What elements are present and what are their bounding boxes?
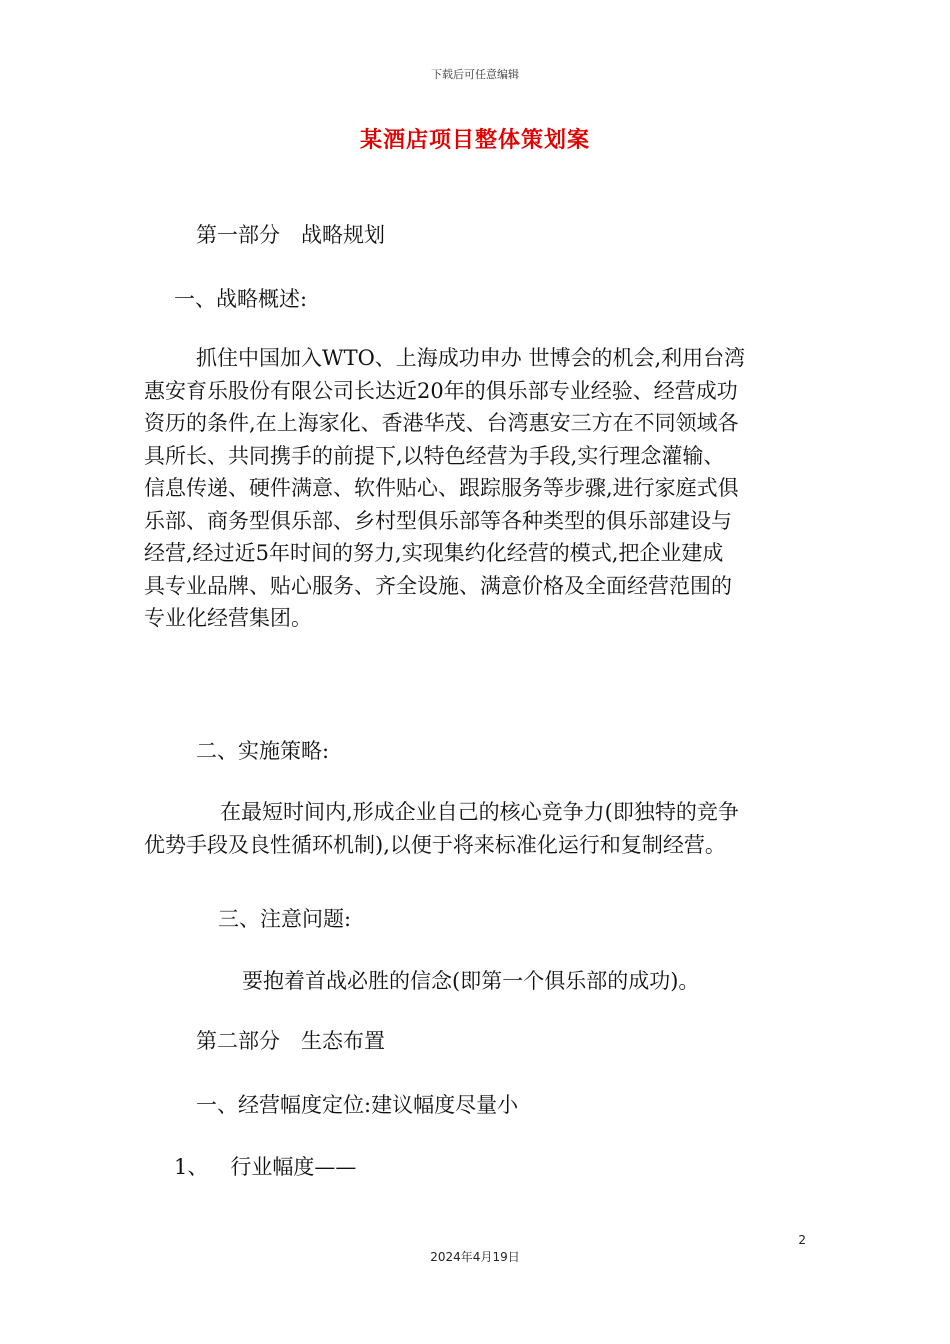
paragraph-line: 经营,经过近5年时间的努力,实现集约化经营的模式,把企业建成 xyxy=(144,541,724,565)
paragraph-line: 信息传递、硬件满意、软件贴心、跟踪服务等步骤,进行家庭式俱 xyxy=(144,476,739,500)
paragraph-line: 资历的条件,在上海家化、香港华茂、台湾惠安三方在不同领域各 xyxy=(144,411,739,435)
part1-sec1-paragraph xyxy=(144,342,804,635)
paragraph-line: 乐部、商务型俱乐部、乡村型俱乐部等各种类型的俱乐部建设与 xyxy=(144,508,732,533)
part1-heading: 第一部分 战略规划 xyxy=(196,223,385,247)
paragraph-line: 抓住中国加入WTO、上海成功申办 世博会的机会,利用台湾 xyxy=(196,346,746,370)
part1-sec2-paragraph xyxy=(144,796,804,861)
page-number: 2 xyxy=(798,1233,806,1247)
part2-sec1-heading: 一、经营幅度定位:建议幅度尽量小 xyxy=(196,1093,519,1117)
paragraph-line: 惠安育乐股份有限公司长达近20年的俱乐部专业经验、经营成功 xyxy=(144,378,738,403)
document-title: 某酒店项目整体策划案 xyxy=(359,127,590,153)
part1-sec3-text: 要抱着首战必胜的信念(即第一个俱乐部的成功)。 xyxy=(242,969,700,993)
paragraph-line: 具所长、共同携手的前提下,以特色经营为手段,实行理念灌输、 xyxy=(144,443,725,468)
footer-date: 2024年4月19日 xyxy=(430,1250,520,1264)
part1-sec3-heading: 三、注意问题: xyxy=(218,907,352,931)
paragraph-line: 具专业品牌、贴心服务、齐全设施、满意价格及全面经营范围的 xyxy=(144,573,732,598)
paragraph-line: 在最短时间内,形成企业自己的核心竞争力(即独特的竞争 xyxy=(220,800,739,824)
item-text: 行业幅度—— xyxy=(230,1155,357,1179)
item-number: 1、 xyxy=(174,1155,209,1179)
part1-sec1-heading: 一、战略概述: xyxy=(174,287,308,311)
paragraph-line: 优势手段及良性循环机制),以便于将来标准化运行和复制经营。 xyxy=(144,832,726,857)
paragraph-line: 专业化经营集团。 xyxy=(144,606,312,630)
part2-item1 xyxy=(174,1152,356,1182)
part1-sec2-heading: 二、实施策略: xyxy=(196,739,330,763)
part2-heading: 第二部分 生态布置 xyxy=(196,1029,385,1053)
page-header: 下载后可任意编辑 xyxy=(431,68,519,81)
